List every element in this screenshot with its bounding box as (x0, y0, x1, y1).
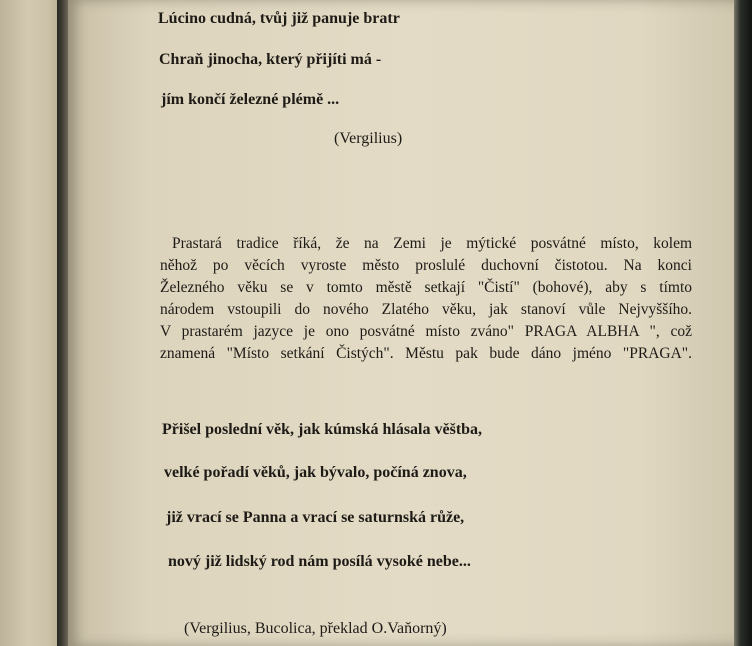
background-edge (734, 0, 752, 646)
verse2-line-2: velké pořadí věků, jak bývalo, počíná znova, (164, 464, 467, 481)
verse2-line-1: Přišel poslední věk, jak kúmská hlásala věštba, (162, 421, 483, 438)
verse2-line-3: již vrací se Panna a vrací se saturnská růže, (166, 509, 465, 526)
verse1-line-2: Chraň jinocha, který přijíti má - (159, 51, 382, 68)
prose-line-4: národem vstoupili do nového Zlatého věku, jak stanoví vůle Nejvyššího. (160, 301, 692, 318)
prose-line-6: znamená "Místo setkání Čistých". Městu pak bude dáno jméno "PRAGA". (160, 345, 692, 362)
verse2-line-4: nový již lidský rod nám posílá vysoké nebe... (168, 553, 471, 570)
verse1-attribution: (Vergilius) (334, 130, 403, 147)
prose-line-2: něhož po věcích vyroste město proslulé duchovní čistotou. Na konci (160, 257, 692, 274)
prose-line-1: Prastará tradice říká, že na Zemi je mýtické posvátné místo, kolem (172, 235, 692, 252)
verse1-line-1: Lúcino cudná, tvůj již panuje bratr (158, 10, 400, 27)
prose-line-3: Železného věku se v tomto městě setkají "Čistí" (bohové), aby s tímto (160, 279, 692, 296)
verse2-attribution: (Vergilius, Bucolica, překlad O.Vaňorný) (184, 620, 447, 637)
prose-line-5: V prastarém jazyce je ono posvátné místo zváno" PRAGA ALBHA ", což (160, 323, 692, 340)
left-page-edge (0, 0, 62, 646)
prose-paragraph (160, 233, 692, 365)
verse1-line-3: jím končí železné plémě ... (161, 91, 340, 108)
book-gutter (57, 0, 68, 646)
